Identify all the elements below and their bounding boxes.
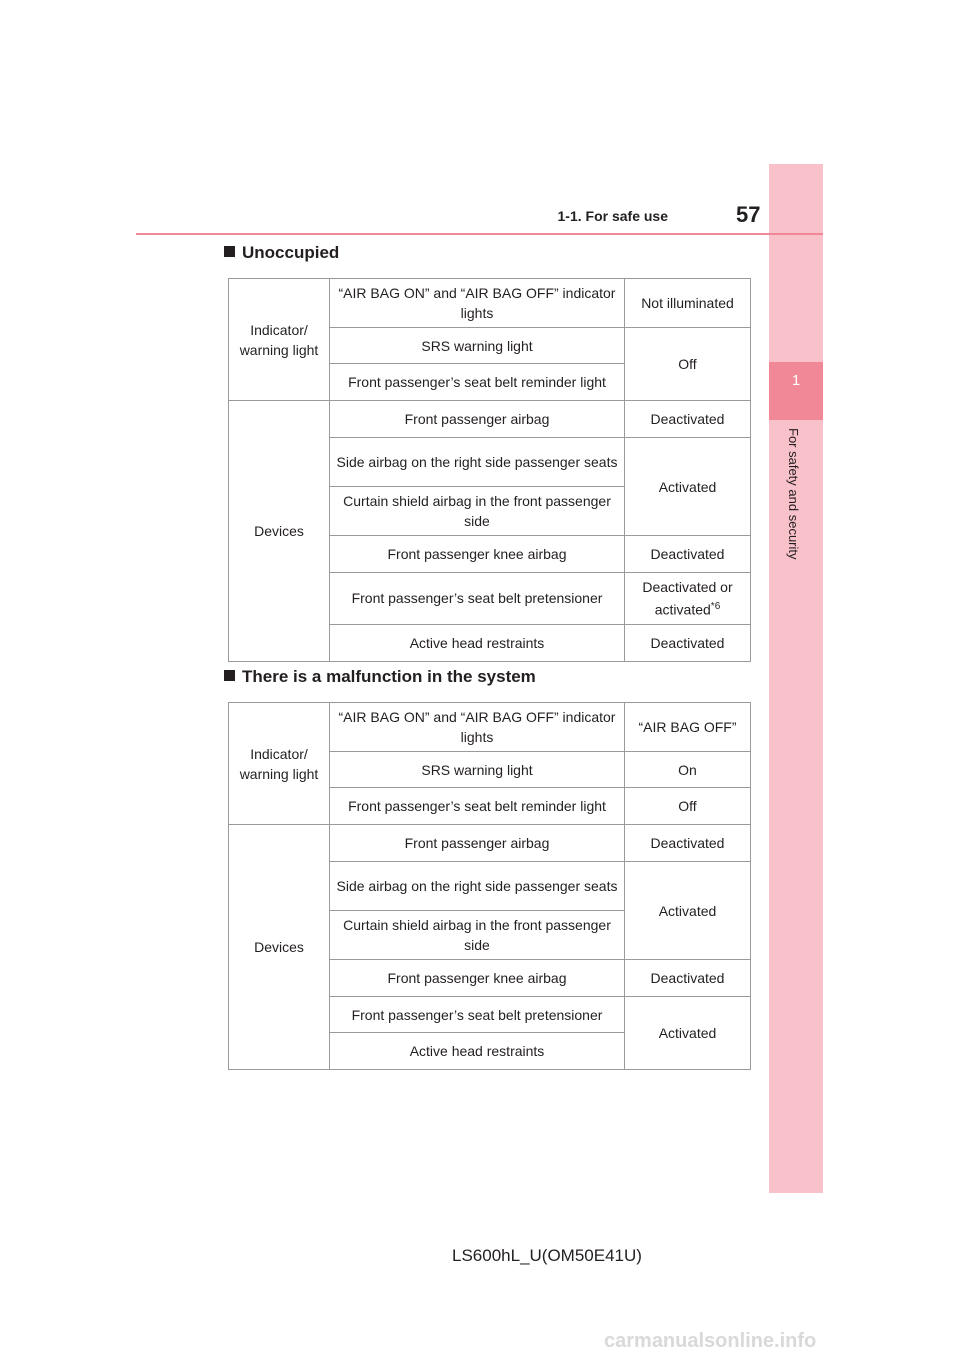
table-malfunction <box>228 702 751 1070</box>
table-unoccupied <box>228 278 751 662</box>
cell-value: Off <box>625 788 751 825</box>
table-row <box>229 703 751 752</box>
cell-item: Front passenger’s seat belt reminder light <box>330 788 625 825</box>
cell-value: Deactivated or activated$^{*6}$ <box>625 573 751 625</box>
cell-item: Active head restraints <box>330 1033 625 1070</box>
footnote-ref[interactable]: *6 <box>710 601 721 612</box>
cell-item: SRS warning light <box>330 752 625 788</box>
cell-item: Curtain shield airbag in the front passenger side <box>330 487 625 536</box>
header-rule <box>136 233 823 235</box>
heading-unoccupied: Unoccupied <box>224 243 339 263</box>
cell-item: SRS warning light <box>330 328 625 364</box>
cell-item: Active head restraints <box>330 624 625 661</box>
row-label-devices: Devices <box>229 825 330 1070</box>
cell-value: Activated <box>625 862 751 960</box>
cell-item: “AIR BAG ON” and “AIR BAG OFF” indicator lights <box>330 279 625 328</box>
cell-item: Side airbag on the right side passenger seats <box>330 438 625 487</box>
table-row <box>229 401 751 438</box>
row-label-devices: Devices <box>229 401 330 662</box>
cell-item: Front passenger airbag <box>330 401 625 438</box>
page-number: 57 <box>736 202 761 227</box>
cell-item: Front passenger knee airbag <box>330 536 625 573</box>
chapter-title: For safety and security <box>786 428 801 560</box>
cell-value: Off <box>625 328 751 401</box>
model-code: LS600hL_U(OM50E41U) <box>452 1246 642 1265</box>
row-label-indicator: Indicator/ warning light <box>229 703 330 825</box>
section-title: 1-1. For safe use <box>557 208 668 224</box>
cell-value: Deactivated <box>625 960 751 997</box>
cell-item: Front passenger knee airbag <box>330 960 625 997</box>
cell-item: Front passenger’s seat belt pretensioner <box>330 997 625 1033</box>
cell-item: Front passenger’s seat belt reminder light <box>330 364 625 401</box>
table-row <box>229 279 751 328</box>
table-row <box>229 825 751 862</box>
cell-value: Activated <box>625 997 751 1070</box>
cell-item: Curtain shield airbag in the front passenger side <box>330 911 625 960</box>
cell-item: Front passenger’s seat belt pretensioner <box>330 573 625 625</box>
cell-item: Side airbag on the right side passenger seats <box>330 862 625 911</box>
cell-value: Activated <box>625 438 751 536</box>
cell-item: Front passenger airbag <box>330 825 625 862</box>
watermark: carmanualsonline.info <box>604 1330 817 1352</box>
chapter-tab[interactable] <box>769 362 823 420</box>
cell-value: Deactivated <box>625 624 751 661</box>
cell-value: Deactivated <box>625 401 751 438</box>
cell-item: “AIR BAG ON” and “AIR BAG OFF” indicator lights <box>330 703 625 752</box>
chapter-number: 1 <box>791 372 801 389</box>
row-label-indicator: Indicator/ warning light <box>229 279 330 401</box>
side-tab-bar <box>769 164 823 1193</box>
cell-value: Deactivated <box>625 536 751 573</box>
cell-value: Deactivated <box>625 825 751 862</box>
cell-value: On <box>625 752 751 788</box>
cell-value: “AIR BAG OFF” <box>625 703 751 752</box>
square-bullet-icon <box>224 246 235 257</box>
cell-value: Not illuminated <box>625 279 751 328</box>
square-bullet-icon <box>224 670 235 681</box>
heading-malfunction: There is a malfunction in the system <box>224 667 536 687</box>
